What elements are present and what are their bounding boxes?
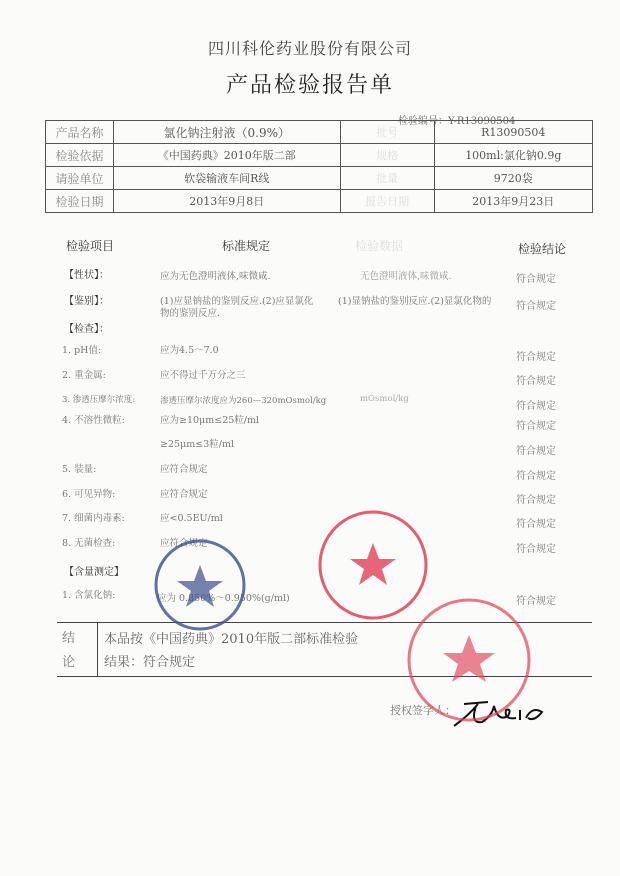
stamp-inspection-blue (150, 535, 250, 635)
item: 2. 重金属: (62, 370, 106, 381)
section-assay: 【含量测定】 (64, 567, 124, 578)
item: 【性状】： (64, 270, 109, 281)
result: 符合规定 (516, 401, 556, 412)
result: 符合规定 (516, 301, 556, 312)
label-report-date: 报告日期 (340, 190, 434, 213)
header-standard: 标准规定 (222, 239, 271, 253)
result: 符合规定 (516, 421, 556, 432)
data: (1)显钠盐的鉴别反应.(2)显氯化物的 (338, 296, 492, 307)
item: 1. 含氯化钠: (62, 590, 116, 601)
label-spec: 规格 (340, 144, 434, 167)
document-title: 产品检验报告单 (225, 73, 394, 98)
company-name: 四川科伦药业股份有限公司 (207, 39, 412, 58)
standard: 应<0.5EU/ml (160, 513, 223, 524)
signatory-label: 授权签字人： (390, 704, 456, 717)
result: 符合规定 (516, 495, 556, 506)
label-requester: 请验单位 (46, 167, 114, 190)
standard: 应不得过千万分之三 (160, 370, 246, 381)
label-quantity: 批量 (340, 167, 434, 190)
requester: 软袋输液车间R线 (114, 167, 341, 190)
standard: (1)应显钠盐的鉴别反应.(2)应显氯化 (160, 296, 314, 307)
result: 符合规定 (516, 519, 556, 530)
inspection-date: 2013年9月8日 (114, 190, 341, 213)
conclusion-label-2: 论 (62, 655, 76, 670)
report-date: 2013年9月23日 (434, 190, 592, 213)
data: 无色澄明液体,味微咸. (360, 271, 452, 282)
standard: 渗透压摩尔浓度应为260—320mOsmol/kg (160, 396, 327, 406)
result: 符合规定 (516, 376, 556, 387)
conclusion-result: 结果：符合规定 (104, 655, 196, 670)
conclusion-label-1: 结 (62, 631, 76, 646)
item: 6. 可见异物: (62, 489, 116, 500)
product-info-table (45, 120, 593, 213)
standard: 应为4.5～7.0 (160, 345, 219, 356)
batch-number: R13090504 (434, 121, 592, 144)
header-data: 检验数据 (355, 239, 404, 253)
label-batch: 批号 (340, 121, 434, 144)
report-number: 检验编号：Y-R13090504 (398, 116, 516, 127)
item: 8. 无菌检查: (62, 538, 116, 549)
inspection-basis: 《中国药典》2010年版二部 (114, 144, 341, 167)
result: 符合规定 (516, 274, 556, 285)
item: 【鉴别】： (64, 296, 109, 307)
conclusion-statement: 本品按《中国药典》2010年版二部标准检验 (104, 632, 359, 647)
item: 1. pH值: (62, 345, 102, 356)
result: 符合规定 (516, 352, 556, 363)
standard: 应符合规定 (160, 464, 208, 475)
label-product-name: 产品名称 (46, 121, 114, 144)
item: 7. 细菌内毒素: (62, 513, 125, 524)
section-check: 【检查】： (64, 324, 109, 335)
item: 3. 渗透压摩尔浓度: (62, 395, 136, 405)
item: 5. 装量: (62, 464, 97, 475)
label-basis: 检验依据 (46, 144, 114, 167)
data: mOsmol/kg (360, 394, 409, 404)
standard: 应为 0.850%～0.950%(g/ml) (157, 593, 290, 604)
standard: 应符合规定 (160, 538, 208, 549)
stamp-quality-red-2 (404, 595, 534, 725)
product-name: 氯化钠注射液（0.9%） (114, 121, 341, 144)
standard: 应为无色澄明液体,味微咸. (160, 271, 271, 282)
result: 符合规定 (516, 544, 556, 555)
item: 4. 不溶性微粒: (62, 415, 125, 426)
result: 符合规定 (516, 471, 556, 482)
header-item: 检验项目 (66, 239, 115, 253)
standard-cont: 物的鉴别反应. (160, 308, 221, 319)
specification: 100ml:氯化钠0.9g (434, 144, 592, 167)
standard: 应符合规定 (160, 489, 208, 500)
header-conclusion: 检验结论 (518, 242, 567, 256)
standard: ≥25μm≤3粒/ml (160, 439, 234, 450)
result: 符合规定 (516, 596, 556, 607)
label-date: 检验日期 (46, 190, 114, 213)
batch-quantity: 9720袋 (434, 167, 592, 190)
result: 符合规定 (516, 446, 556, 457)
standard: 应为≥10μm≤25粒/ml (160, 415, 260, 426)
